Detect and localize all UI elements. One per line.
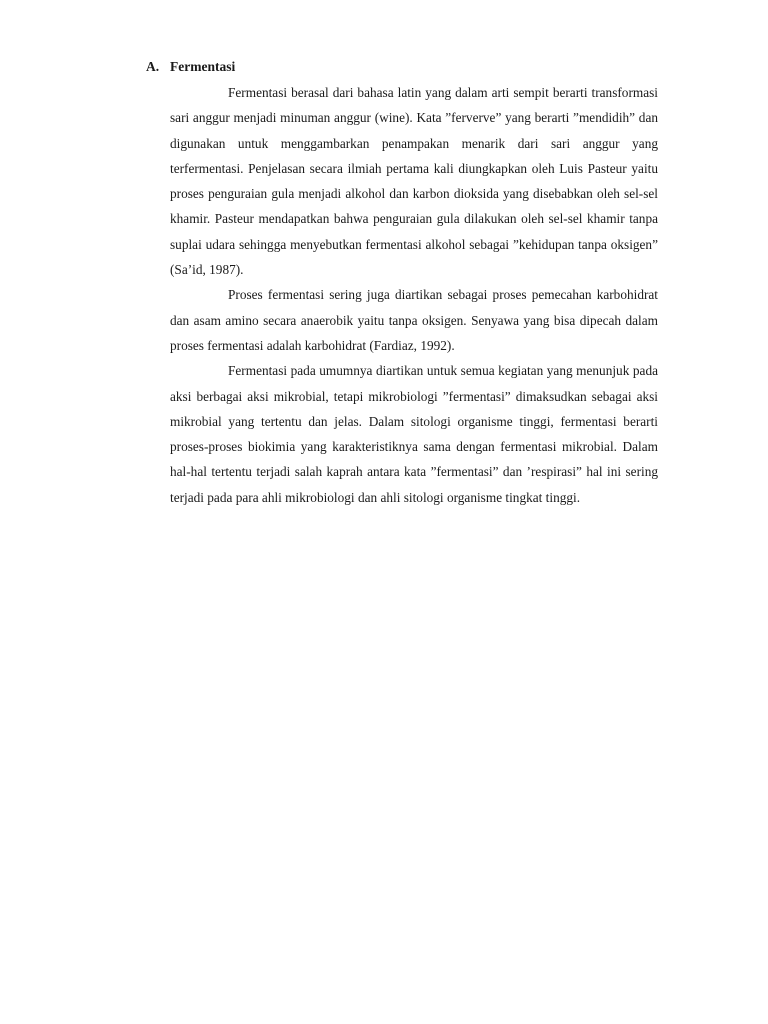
paragraph-1: Fermentasi berasal dari bahasa latin yang dalam arti sempit berarti transformasi sari anggur menjadi minuman anggur (wine). Kata ”ferverve” yang berarti ”mendidih” dan digunakan untuk menggambarkan penampakan menarik dari sari anggur yang terfermentasi. Penjelasan secara ilmiah pertama kali diungkapkan oleh Luis Pasteur yaitu proses penguraian gula menjadi alkohol dan karbon dioksida yang disebabkan oleh sel-sel khamir. Pasteur mendapatkan bahwa penguraian gula dilakukan oleh sel-sel khamir tanpa suplai udara sehingga menyebutkan fermentasi alkohol sebagai ”kehidupan tanpa oksigen” (Sa’id, 1987). [170,85,658,278]
section-number: A. [146,59,160,74]
section-title: Fermentasi [170,59,236,74]
section-body [170,80,658,510]
paragraph-2: Proses fermentasi sering juga diartikan sebagai proses pemecahan karbohidrat dan asam amino secara anaerobik yaitu tanpa oksigen. Senyawa yang bisa dipecah dalam proses fermentasi adalah karbohidrat (Fardiaz, 1992). [170,287,658,353]
paragraph-3: Fermentasi pada umumnya diartikan untuk semua kegiatan yang menunjuk pada aksi berbagai aksi mikrobial, tetapi mikrobiologi ”fermentasi” dimaksudkan sebagai aksi mikrobial yang tertentu dan jelas. Dalam sitologi organisme tinggi, fermentasi berarti proses-proses biokimia yang karakteristiknya sama dengan fermentasi mikrobial. Dalam hal-hal tertentu terjadi salah kaprah antara kata ”fermentasi” dan ’respirasi” hal ini sering terjadi pada para ahli mikrobiologi dan ahli sitologi organisme tingkat tinggi. [170,363,658,505]
section-heading [146,57,235,77]
